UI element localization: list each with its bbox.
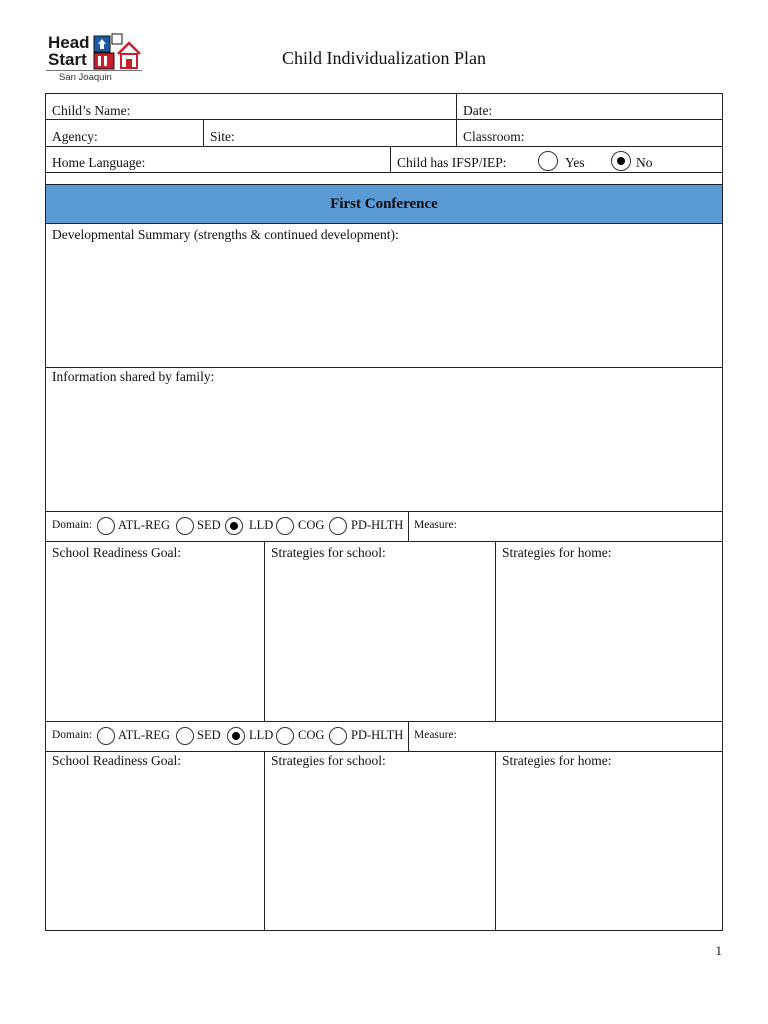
school-readiness-goal-field[interactable]: School Readiness Goal: — [52, 545, 181, 560]
home-language-field[interactable]: Home Language: — [52, 155, 146, 170]
row-divider — [45, 541, 723, 542]
school-readiness-goal-field[interactable]: School Readiness Goal: — [52, 753, 181, 768]
row-divider — [45, 184, 723, 185]
strategies-home-field[interactable]: Strategies for home: — [502, 753, 612, 768]
domain-lld-radio[interactable] — [227, 727, 245, 745]
section-header — [46, 184, 722, 224]
domain-pd-hlth-label: PD-HLTH — [351, 728, 404, 742]
logo-start-text: Start — [48, 50, 87, 69]
measure-field[interactable]: Measure: — [414, 519, 457, 531]
domain-pd-hlth-label: PD-HLTH — [351, 518, 404, 532]
domain-lld-label: LLD — [249, 728, 274, 742]
domain-cog-label: COG — [298, 728, 325, 742]
domain-sed-label: SED — [197, 728, 221, 742]
family-info-area[interactable] — [46, 384, 722, 510]
row-divider — [45, 367, 723, 368]
col-divider — [264, 751, 265, 931]
domain-sed-radio[interactable] — [176, 517, 194, 535]
domain-atl-reg-radio[interactable] — [97, 517, 115, 535]
agency-field[interactable]: Agency: — [52, 129, 98, 144]
row-divider — [45, 751, 723, 752]
col-divider — [495, 541, 496, 721]
col-divider — [203, 119, 204, 146]
site-field[interactable]: Site: — [210, 129, 235, 144]
row-divider — [45, 511, 723, 512]
domain-sed-radio[interactable] — [176, 727, 194, 745]
domain-atl-reg-label: ATL-REG — [118, 728, 171, 742]
col-divider — [495, 751, 496, 931]
page-number: 1 — [715, 943, 722, 958]
ifsp-yes-radio[interactable] — [538, 151, 558, 171]
domain-atl-reg-radio[interactable] — [97, 727, 115, 745]
col-divider — [390, 146, 391, 172]
domain-sed-label: SED — [197, 518, 221, 532]
logo-head-text: Head — [48, 33, 90, 52]
page-title: Child Individualization Plan — [282, 48, 486, 68]
domain-label: Domain: — [52, 729, 93, 741]
domain-pd-hlth-radio[interactable] — [329, 517, 347, 535]
domain-lld-label: LLD — [249, 518, 274, 532]
classroom-field[interactable]: Classroom: — [463, 129, 525, 144]
ifsp-label: Child has IFSP/IEP: — [397, 155, 507, 170]
row-divider — [45, 721, 723, 722]
selected-dot — [232, 732, 240, 740]
section-title: First Conference — [330, 195, 438, 212]
child-name-field[interactable]: Child’s Name: — [52, 103, 131, 118]
row-divider — [45, 146, 723, 147]
ifsp-yes-label: Yes — [565, 155, 585, 170]
strategies-home-field[interactable]: Strategies for home: — [502, 545, 612, 560]
family-info-label: Information shared by family: — [52, 369, 215, 384]
col-divider — [408, 721, 409, 751]
measure-field[interactable]: Measure: — [414, 729, 457, 741]
row-divider — [45, 119, 723, 120]
developmental-summary-label: Developmental Summary (strengths & continued development): — [52, 227, 399, 242]
logo-subtitle: San Joaquin — [59, 72, 112, 83]
col-divider — [456, 93, 457, 146]
row-divider — [45, 172, 723, 173]
domain-cog-radio[interactable] — [276, 727, 294, 745]
domain-atl-reg-label: ATL-REG — [118, 518, 171, 532]
col-divider — [408, 511, 409, 541]
col-divider — [264, 541, 265, 721]
domain-label: Domain: — [52, 519, 93, 531]
selected-dot — [617, 157, 625, 165]
strategies-school-field[interactable]: Strategies for school: — [271, 545, 386, 560]
domain-pd-hlth-radio[interactable] — [329, 727, 347, 745]
logo-underline — [46, 70, 142, 71]
ifsp-no-radio[interactable] — [611, 151, 631, 171]
strategies-school-field[interactable]: Strategies for school: — [271, 753, 386, 768]
domain-cog-label: COG — [298, 518, 325, 532]
domain-lld-radio[interactable] — [225, 517, 243, 535]
domain-cog-radio[interactable] — [276, 517, 294, 535]
selected-dot — [230, 522, 238, 530]
developmental-summary-area[interactable] — [46, 242, 722, 366]
ifsp-no-label: No — [636, 155, 653, 170]
date-field[interactable]: Date: — [463, 103, 493, 118]
